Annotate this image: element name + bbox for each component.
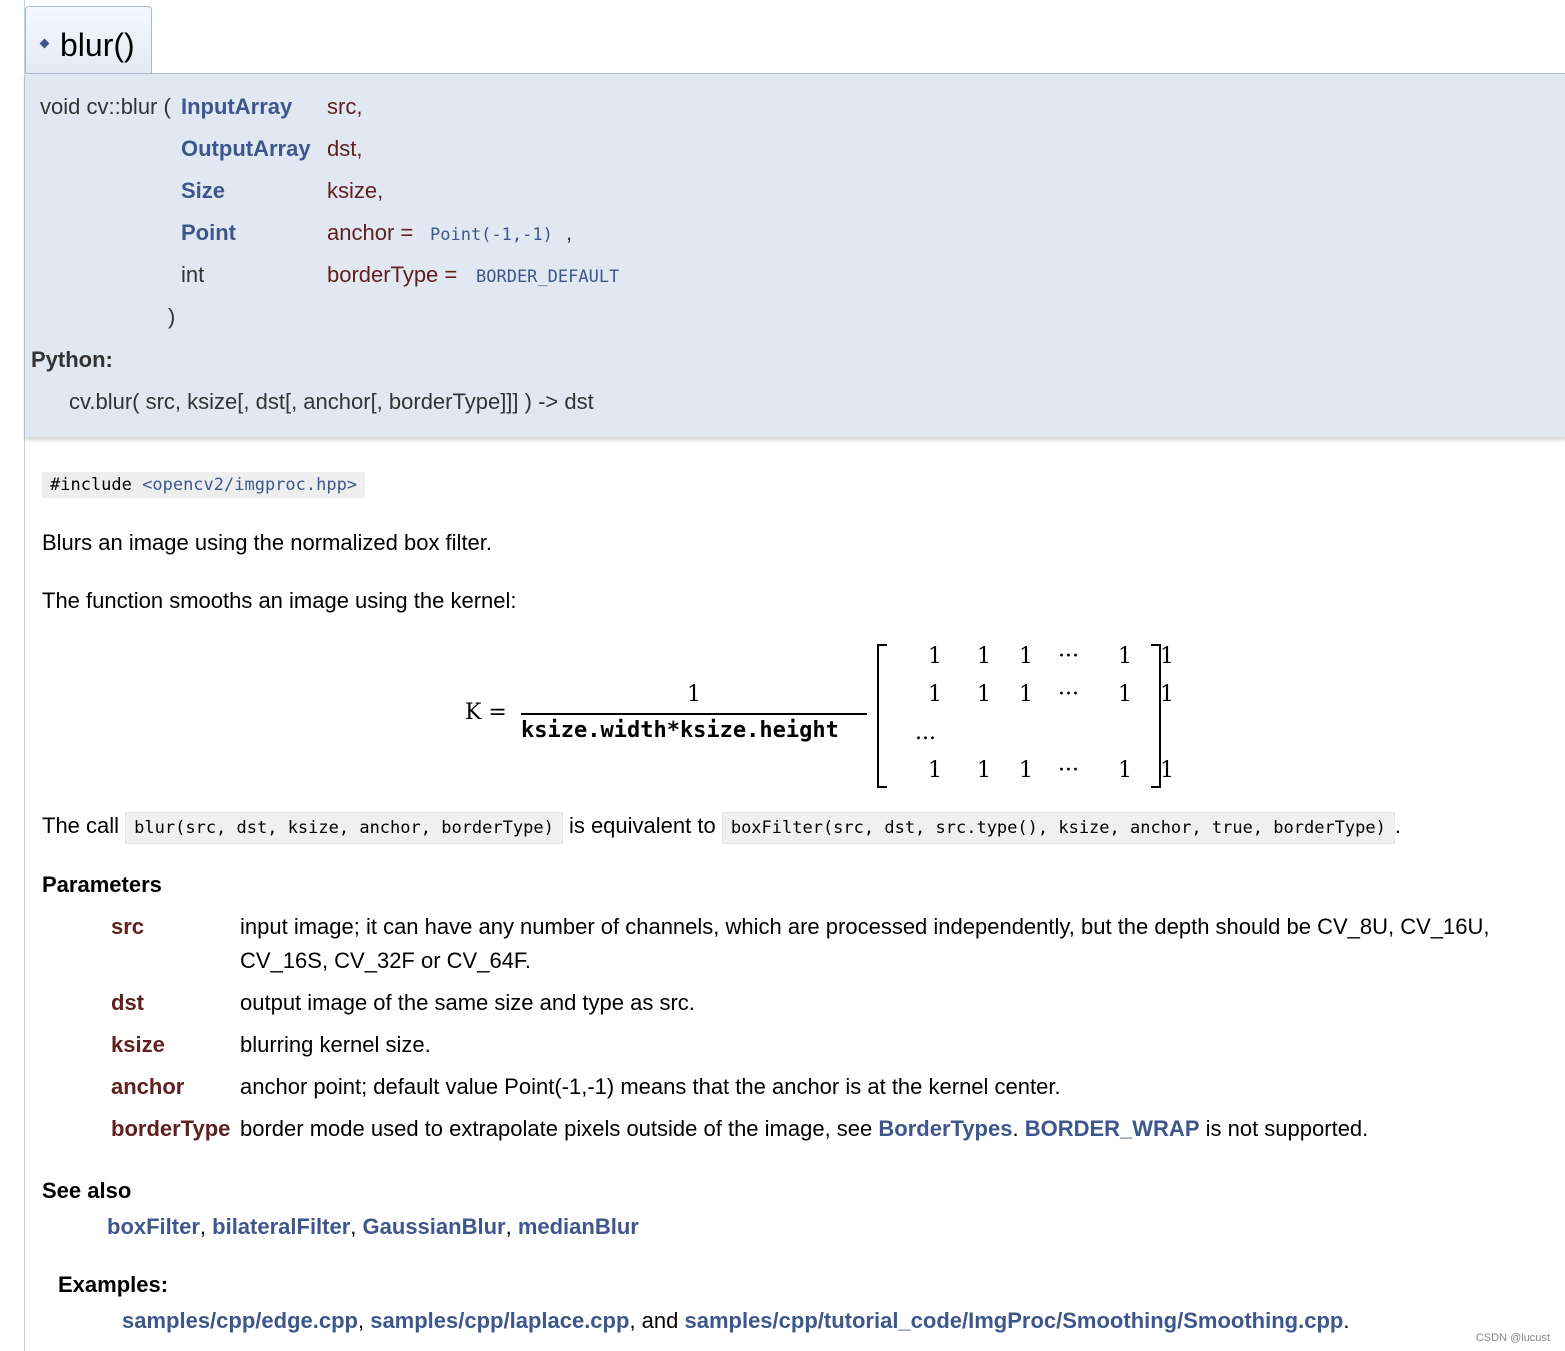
param-name-dst: dst, bbox=[327, 136, 363, 161]
matrix-cell: 1 bbox=[1019, 682, 1033, 707]
examples-end: . bbox=[1343, 1308, 1350, 1333]
examples-separator: , bbox=[357, 1308, 371, 1333]
see-also-link-medianblur[interactable]: medianBlur bbox=[517, 1214, 639, 1239]
matrix-cell: 1 bbox=[928, 644, 942, 669]
prototype-box bbox=[25, 73, 1565, 437]
formula-lhs: K = bbox=[465, 700, 507, 725]
param-ksize-name: ksize bbox=[111, 1032, 165, 1057]
see-also-link-boxfilter[interactable]: boxFilter bbox=[107, 1214, 200, 1239]
anchor-suffix: , bbox=[566, 220, 573, 245]
matrix-cell: 1 bbox=[1160, 682, 1174, 707]
include-file-link[interactable]: <opencv2/imgproc.hpp> bbox=[142, 475, 358, 495]
see-also-separator: , bbox=[199, 1214, 213, 1239]
signature-close: ) bbox=[168, 304, 176, 329]
equivalence-post: . bbox=[1394, 813, 1401, 838]
include-line bbox=[42, 472, 365, 498]
formula-numerator: 1 bbox=[687, 682, 701, 707]
see-also-separator: , bbox=[350, 1214, 363, 1239]
example-link-edge[interactable]: samples/cpp/edge.cpp bbox=[122, 1308, 358, 1333]
description-line1: Blurs an image using the normalized box filter. bbox=[42, 530, 493, 555]
matrix-cell: 1 bbox=[928, 758, 942, 783]
matrix-cell: 1 bbox=[977, 758, 991, 783]
examples-separator-and: , and bbox=[629, 1308, 685, 1333]
see-also-links bbox=[107, 1214, 639, 1240]
param-name-ksize: ksize, bbox=[327, 178, 384, 203]
param-dst-name: dst bbox=[111, 990, 144, 1015]
param-name-anchor: anchor = bbox=[327, 220, 414, 245]
matrix-cell: 1 bbox=[1160, 758, 1174, 783]
diamond-icon bbox=[40, 39, 50, 49]
param-type-src[interactable]: InputArray bbox=[181, 94, 293, 119]
include-prefix: #include bbox=[50, 475, 143, 495]
param-anchor-desc: anchor point; default value Point(-1,-1) means that the anchor is at the kernel center. bbox=[240, 1074, 1061, 1099]
see-also-link-gaussianblur[interactable]: GaussianBlur bbox=[362, 1214, 506, 1239]
example-link-laplace[interactable]: samples/cpp/laplace.cpp bbox=[370, 1308, 630, 1333]
matrix-cell: 1 bbox=[1118, 644, 1132, 669]
matrix-cell: ... bbox=[915, 720, 936, 745]
kernel-formula bbox=[463, 640, 1183, 790]
param-name-bordertype: borderType = bbox=[327, 262, 458, 287]
python-signature: cv.blur( src, ksize[, dst[, anchor[, borderType]]] ) -> dst bbox=[69, 389, 594, 414]
fraction-bar bbox=[521, 713, 867, 715]
boxfilter-call-code: boxFilter(src, dst, src.type(), ksize, anchor, true, borderType) bbox=[722, 812, 1395, 844]
matrix-cell: 1 bbox=[928, 682, 942, 707]
param-src-desc-cont: CV_16S, CV_32F or CV_64F. bbox=[240, 948, 532, 973]
formula-denominator: ksize.width*ksize.height bbox=[521, 718, 839, 743]
anchor-default[interactable]: Point(-1,-1) bbox=[430, 225, 553, 245]
matrix-cell: ··· bbox=[1058, 644, 1079, 669]
bordertype-desc-pre: border mode used to extrapolate pixels outside of the image, see bbox=[240, 1116, 879, 1141]
matrix-cell: 1 bbox=[1118, 758, 1132, 783]
matrix-cell: 1 bbox=[1019, 644, 1033, 669]
matrix-cell: 1 bbox=[977, 682, 991, 707]
matrix-cell: 1 bbox=[1019, 758, 1033, 783]
param-dst-desc: output image of the same size and type as src. bbox=[240, 990, 695, 1015]
example-link-smoothing[interactable]: samples/cpp/tutorial_code/ImgProc/Smoothing/Smoothing.cpp bbox=[684, 1308, 1344, 1333]
watermark-text: CSDN @lucust bbox=[1475, 1332, 1550, 1344]
param-type-bordertype: int bbox=[181, 262, 205, 287]
matrix-cell: ··· bbox=[1058, 758, 1079, 783]
param-bordertype-name: borderType bbox=[111, 1116, 231, 1141]
member-tab bbox=[25, 6, 152, 74]
param-type-anchor[interactable]: Point bbox=[181, 220, 236, 245]
param-name-src: src, bbox=[327, 94, 363, 119]
python-heading: Python: bbox=[31, 347, 113, 372]
param-type-ksize[interactable]: Size bbox=[181, 178, 226, 203]
parameters-heading: Parameters bbox=[42, 872, 162, 897]
equivalence-mid: is equivalent to bbox=[568, 813, 716, 838]
bordertype-default[interactable]: BORDER_DEFAULT bbox=[476, 267, 620, 287]
matrix-cell: 1 bbox=[1160, 644, 1174, 669]
matrix-cell: 1 bbox=[977, 644, 991, 669]
doc-container bbox=[24, 0, 1565, 1351]
description-line2: The function smooths an image using the kernel: bbox=[42, 588, 517, 613]
border-wrap-link[interactable]: BORDER_WRAP bbox=[1024, 1116, 1200, 1141]
blur-call-code: blur(src, dst, ksize, anchor, borderType) bbox=[125, 812, 563, 844]
equivalence-pre: The call bbox=[42, 813, 120, 838]
bordertype-desc-mid: . bbox=[1012, 1116, 1025, 1141]
see-also-heading: See also bbox=[42, 1178, 132, 1203]
matrix-left-bracket bbox=[877, 644, 887, 788]
bordertype-desc-post: is not supported. bbox=[1199, 1116, 1369, 1141]
param-anchor-name: anchor bbox=[111, 1074, 185, 1099]
param-src-desc: input image; it can have any number of channels, which are processed independently, but the depth should be CV_8U, CV_16U, bbox=[240, 914, 1490, 939]
equivalence-line bbox=[42, 813, 1401, 839]
see-also-link-bilateralfilter[interactable]: bilateralFilter bbox=[212, 1214, 351, 1239]
bordertypes-link[interactable]: BorderTypes bbox=[878, 1116, 1013, 1141]
matrix-cell: 1 bbox=[1118, 682, 1132, 707]
examples-heading: Examples: bbox=[58, 1272, 169, 1297]
param-src-name: src bbox=[111, 914, 145, 939]
signature-prefix: void cv::blur ( bbox=[40, 94, 171, 119]
see-also-separator: , bbox=[505, 1214, 518, 1239]
examples-links bbox=[122, 1308, 1349, 1334]
matrix-cell: ··· bbox=[1058, 682, 1079, 707]
function-title: blur() bbox=[60, 27, 135, 63]
param-type-dst[interactable]: OutputArray bbox=[181, 136, 311, 161]
param-bordertype-desc bbox=[240, 1116, 1368, 1142]
param-ksize-desc: blurring kernel size. bbox=[240, 1032, 431, 1057]
